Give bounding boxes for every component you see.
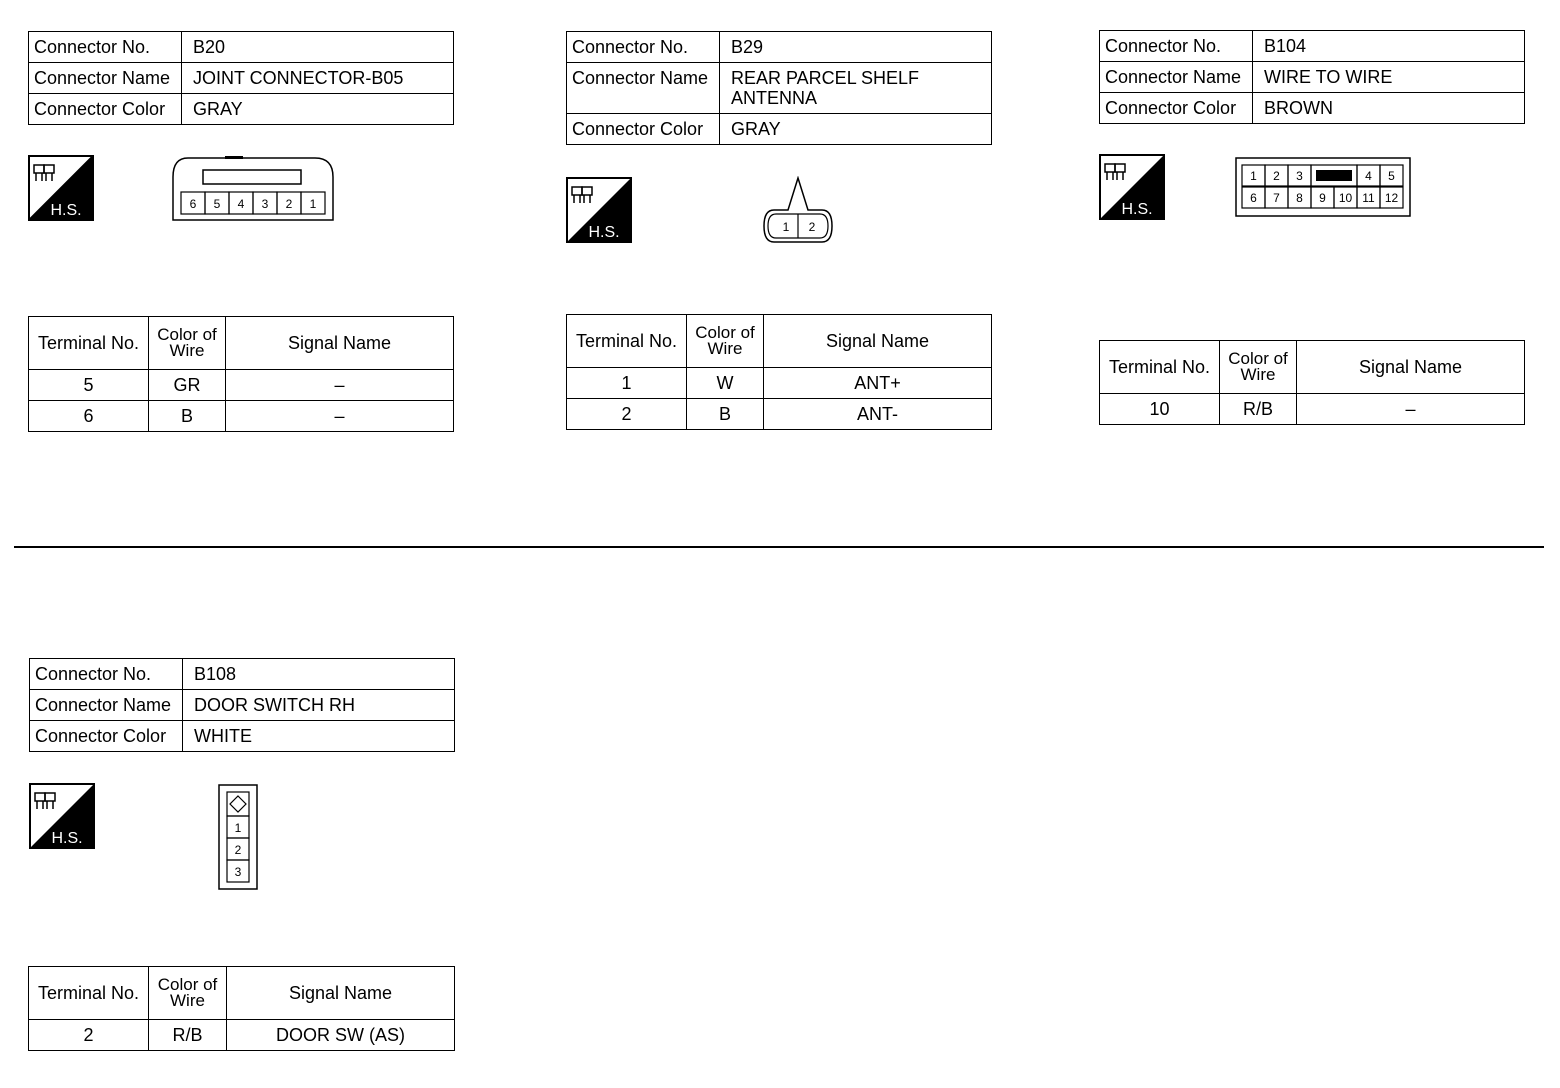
pin-label: 4: [1365, 169, 1372, 183]
wire-color-cell: W: [687, 368, 764, 399]
connector-b108-info-table: [29, 658, 455, 752]
pin-label: 4: [237, 197, 245, 211]
pin-label: 3: [1296, 169, 1303, 183]
connector-no-label: Connector No.: [29, 32, 182, 63]
pin-label: 3: [234, 865, 242, 879]
table-row: [567, 399, 992, 430]
connector-no-value: B29: [720, 32, 992, 63]
pin-label: 11: [1362, 191, 1375, 205]
connector-no-value: B20: [182, 32, 454, 63]
signal-cell: –: [1297, 394, 1525, 425]
connector-b20-terminal-table: [28, 316, 454, 432]
signal-cell: ANT+: [764, 368, 992, 399]
terminal-no-header: Terminal No.: [29, 967, 149, 1020]
terminal-cell: 6: [29, 401, 149, 432]
wire-color-header: Color of Wire: [149, 967, 227, 1020]
hs-harness-side-icon: [29, 783, 95, 849]
connector-no-value: B108: [183, 659, 455, 690]
connector-b29-face-diagram: [760, 176, 836, 246]
hs-harness-side-icon: [566, 177, 632, 243]
signal-name-header: Signal Name: [764, 315, 992, 368]
hs-label: H.S.: [50, 202, 82, 219]
signal-cell: ANT-: [764, 399, 992, 430]
pin-label: 7: [1273, 191, 1280, 205]
connector-b104-terminal-table: [1099, 340, 1525, 425]
connector-no-label: Connector No.: [30, 659, 183, 690]
connector-b20-face-diagram: [170, 155, 336, 223]
pin-label: 2: [234, 843, 242, 857]
signal-cell: DOOR SW (AS): [227, 1020, 455, 1051]
wire-color-cell: B: [687, 399, 764, 430]
connector-no-label: Connector No.: [567, 32, 720, 63]
connector-color-value: BROWN: [1253, 93, 1525, 124]
signal-cell: –: [226, 370, 454, 401]
hs-label: H.S.: [588, 224, 620, 241]
pin-label: 12: [1384, 191, 1399, 205]
pin-label: 10: [1338, 191, 1353, 205]
table-row: [29, 1020, 455, 1051]
connector-color-label: Connector Color: [29, 94, 182, 125]
pin-label: 9: [1319, 191, 1326, 205]
signal-name-header: Signal Name: [227, 967, 455, 1020]
pin-label: 1: [309, 197, 317, 211]
signal-name-header: Signal Name: [226, 317, 454, 370]
terminal-no-header: Terminal No.: [567, 315, 687, 368]
pin-label: 6: [1250, 191, 1257, 205]
wire-color-cell: R/B: [1220, 394, 1297, 425]
hs-harness-side-icon: [1099, 154, 1165, 220]
pin-label: 5: [213, 197, 221, 211]
section-divider: [14, 546, 1544, 548]
connector-b108-face-diagram: [217, 783, 259, 891]
terminal-cell: 2: [567, 399, 687, 430]
pin-label: 1: [234, 821, 242, 835]
connector-name-value: REAR PARCEL SHELF ANTENNA: [720, 63, 992, 114]
wire-color-header: Color of Wire: [149, 317, 226, 370]
pin-label: 6: [189, 197, 197, 211]
connector-b104-info-table: [1099, 30, 1525, 124]
hs-label: H.S.: [51, 830, 83, 847]
connector-color-label: Connector Color: [1100, 93, 1253, 124]
wire-color-header: Color of Wire: [1220, 341, 1297, 394]
terminal-cell: 10: [1100, 394, 1220, 425]
terminal-cell: 5: [29, 370, 149, 401]
table-row: [29, 370, 454, 401]
terminal-no-header: Terminal No.: [29, 317, 149, 370]
pin-label: 1: [1250, 169, 1257, 183]
connector-b20-info-table: [28, 31, 454, 125]
wire-color-cell: B: [149, 401, 226, 432]
connector-name-label: Connector Name: [29, 63, 182, 94]
connector-name-label: Connector Name: [30, 690, 183, 721]
wire-color-cell: GR: [149, 370, 226, 401]
terminal-no-header: Terminal No.: [1100, 341, 1220, 394]
wire-color-header: Color of Wire: [687, 315, 764, 368]
hs-harness-side-icon: [28, 155, 94, 221]
table-row: [29, 401, 454, 432]
connector-name-value: DOOR SWITCH RH: [183, 690, 455, 721]
connector-name-label: Connector Name: [1100, 62, 1253, 93]
pin-label: 2: [285, 197, 293, 211]
pin-label: 2: [1273, 169, 1280, 183]
terminal-cell: 1: [567, 368, 687, 399]
connector-b104-face-diagram: [1234, 156, 1412, 218]
signal-cell: –: [226, 401, 454, 432]
connector-color-value: WHITE: [183, 721, 455, 752]
connector-color-label: Connector Color: [30, 721, 183, 752]
connector-name-value: JOINT CONNECTOR-B05: [182, 63, 454, 94]
connector-color-label: Connector Color: [567, 114, 720, 145]
connector-color-value: GRAY: [182, 94, 454, 125]
pin-label: 2: [808, 220, 816, 234]
pin-label: 5: [1388, 169, 1395, 183]
connector-no-value: B104: [1253, 31, 1525, 62]
pin-label: 3: [261, 197, 269, 211]
connector-color-value: GRAY: [720, 114, 992, 145]
signal-name-header: Signal Name: [1297, 341, 1525, 394]
table-row: [1100, 394, 1525, 425]
pin-label: 8: [1296, 191, 1303, 205]
table-row: [567, 368, 992, 399]
terminal-cell: 2: [29, 1020, 149, 1051]
wire-color-cell: R/B: [149, 1020, 227, 1051]
connector-name-label: Connector Name: [567, 63, 720, 114]
connector-b29-info-table: [566, 31, 992, 145]
hs-label: H.S.: [1121, 201, 1153, 218]
pin-label: 1: [782, 220, 790, 234]
connector-name-value: WIRE TO WIRE: [1253, 62, 1525, 93]
connector-no-label: Connector No.: [1100, 31, 1253, 62]
connector-b108-terminal-table: [28, 966, 455, 1051]
connector-b29-terminal-table: [566, 314, 992, 430]
